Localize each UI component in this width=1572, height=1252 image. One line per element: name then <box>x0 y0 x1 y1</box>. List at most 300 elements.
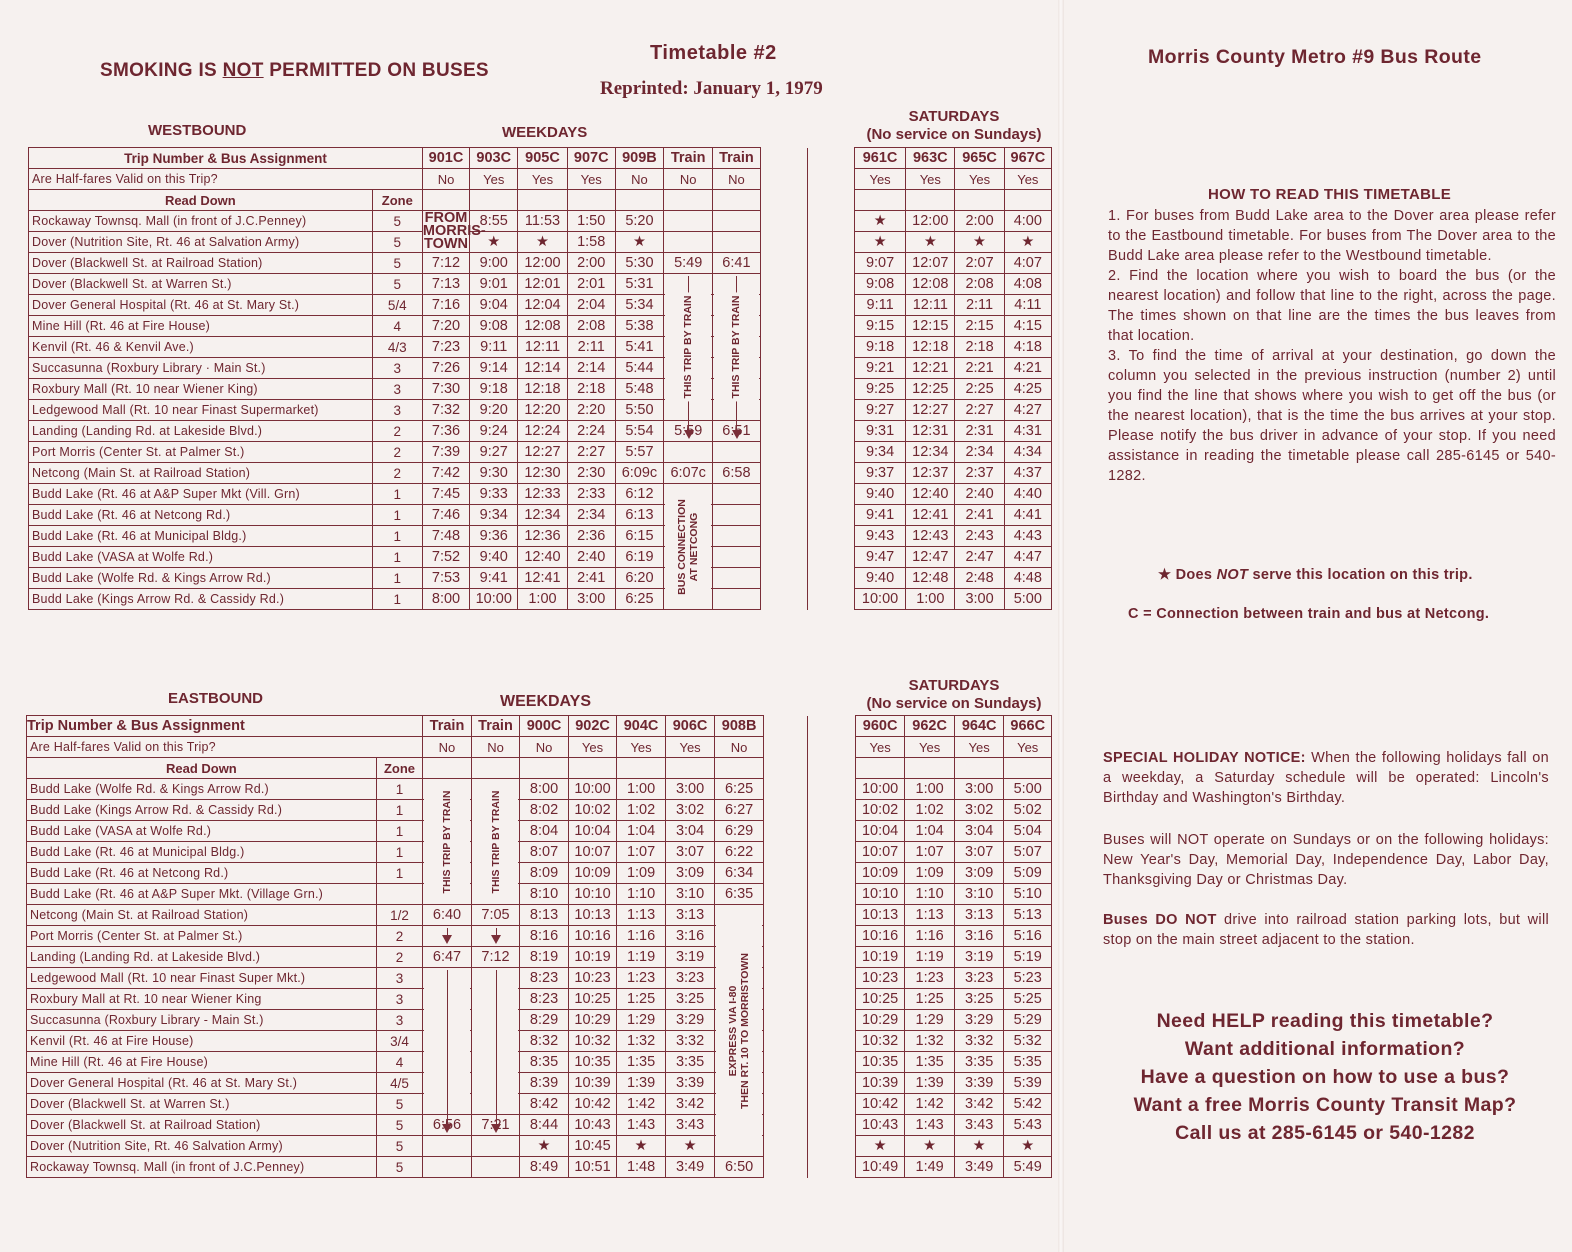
weekday-time: 3:25 <box>665 989 715 1010</box>
weekday-time: 1:25 <box>617 989 666 1010</box>
stop-row <box>27 905 1052 926</box>
weekday-time <box>713 589 760 610</box>
weekday-time <box>664 442 713 463</box>
weekday-time: 3:00 <box>665 779 715 800</box>
weekday-time: 5:48 <box>615 379 663 400</box>
saturday-time: 9:25 <box>854 379 905 400</box>
stop-row <box>27 1073 1052 1094</box>
weekday-time: 9:30 <box>470 463 518 484</box>
stop-zone: 2 <box>376 926 422 947</box>
weekday-time: 2:11 <box>567 337 615 358</box>
saturday-time: 4:47 <box>1004 547 1051 568</box>
weekday-time: 1:58 <box>567 232 615 253</box>
weekday-time: 1:29 <box>617 1010 666 1031</box>
stop-location: Succasunna (Roxbury Library · Main St.) <box>29 358 373 379</box>
saturday-time: 12:18 <box>906 337 955 358</box>
weekday-time: 12:40 <box>518 547 567 568</box>
stop-zone: 1 <box>372 589 422 610</box>
saturday-time: 12:08 <box>906 274 955 295</box>
weekday-time: 12:11 <box>518 337 567 358</box>
stop-row <box>29 505 1052 526</box>
saturday-time: 5:43 <box>1004 1115 1052 1136</box>
weekday-time: 8:10 <box>520 884 569 905</box>
trip-number: Train <box>713 148 760 169</box>
weekday-time: 12:27 <box>518 442 567 463</box>
stop-zone: 3 <box>376 1010 422 1031</box>
saturday-time: 4:00 <box>1004 211 1051 232</box>
weekday-time: 6:19 <box>615 547 663 568</box>
half-fare-value: Yes <box>955 169 1004 190</box>
saturday-time: 1:39 <box>905 1073 955 1094</box>
saturday-time: 1:16 <box>905 926 955 947</box>
weekday-time <box>713 568 760 589</box>
saturday-time: 5:04 <box>1004 821 1052 842</box>
weekday-time: 11:53 <box>518 211 567 232</box>
saturday-time: 4:31 <box>1004 421 1051 442</box>
weekday-time: 6:25 <box>615 589 663 610</box>
trip-number-row <box>29 148 1052 169</box>
weekday-time: 10:10 <box>568 884 617 905</box>
weekday-time: 3:49 <box>665 1157 715 1178</box>
stop-zone: 3 <box>372 379 422 400</box>
saturday-time: 9:40 <box>854 568 905 589</box>
saturday-time: 9:31 <box>854 421 905 442</box>
half-fare-value: Yes <box>855 737 905 758</box>
weekday-time: 6:22 <box>715 842 764 863</box>
weekday-time: 2:24 <box>567 421 615 442</box>
weekday-time: 5:59 <box>664 421 713 442</box>
saturday-time: ★ <box>906 232 955 253</box>
trip-number: 900C <box>520 716 569 737</box>
saturday-time: 10:19 <box>855 947 905 968</box>
weekday-time: 8:09 <box>520 863 569 884</box>
saturday-time: 1:09 <box>905 863 955 884</box>
saturday-time: 3:43 <box>954 1115 1004 1136</box>
weekday-time: 2:41 <box>567 568 615 589</box>
saturday-time: 1:13 <box>905 905 955 926</box>
saturday-time: 3:39 <box>954 1073 1004 1094</box>
saturday-time: 10:29 <box>855 1010 905 1031</box>
stop-row <box>27 1052 1052 1073</box>
weekday-time: ★ <box>615 232 663 253</box>
saturday-time: 4:48 <box>1004 568 1051 589</box>
weekday-time: 2:36 <box>567 526 615 547</box>
weekday-time: 12:08 <box>518 316 567 337</box>
stop-zone: 5 <box>372 253 422 274</box>
weekday-time: 10:51 <box>568 1157 617 1178</box>
stop-zone: 1/2 <box>376 905 422 926</box>
half-fare-value: Yes <box>905 737 955 758</box>
weekday-time <box>423 1157 472 1178</box>
saturday-time: 9:47 <box>854 547 905 568</box>
saturday-time: 4:15 <box>1004 316 1051 337</box>
from-morristown-text: FROM <box>424 210 468 226</box>
weekday-time: 9:41 <box>470 568 518 589</box>
weekday-time: 9:11 <box>470 337 518 358</box>
weekday-time: 12:01 <box>518 274 567 295</box>
saturday-time: 9:11 <box>854 295 905 316</box>
saturday-time: 3:16 <box>954 926 1004 947</box>
eastbound-train-arrow <box>447 928 448 935</box>
saturday-time: 9:41 <box>854 505 905 526</box>
saturday-time: 1:00 <box>906 589 955 610</box>
help-phone: Call us at 285-6145 or 540-1282 <box>1175 1122 1475 1144</box>
westbound-weekdays-label: WEEKDAYS <box>502 124 588 141</box>
stop-location: Rockaway Townsq. Mall (in front of J.C.Penney) <box>27 1157 377 1178</box>
stop-location: Dover General Hospital (Rt. 46 at St. Mary St.) <box>29 295 373 316</box>
saturday-time: 4:41 <box>1004 505 1051 526</box>
stop-location: Dover (Blackwell St. at Warren St.) <box>27 1094 377 1115</box>
half-fare-value: Yes <box>906 169 955 190</box>
stop-zone: 5 <box>376 1157 422 1178</box>
weekday-time: 3:23 <box>665 968 715 989</box>
saturday-time: ★ <box>1004 232 1051 253</box>
saturday-time: 5:35 <box>1004 1052 1052 1073</box>
weekday-time: 2:20 <box>567 400 615 421</box>
half-fare-value: No <box>471 737 520 758</box>
weekday-time: 7:48 <box>422 526 469 547</box>
eastbound-train-arrow-head <box>491 935 501 944</box>
weekday-time: 10:25 <box>568 989 617 1010</box>
half-fare-value: Yes <box>518 169 567 190</box>
weekday-time: 2:40 <box>567 547 615 568</box>
stop-location: Budd Lake (Kings Arrow Rd. & Cassidy Rd.) <box>27 800 377 821</box>
eastbound-train-arrow <box>447 970 448 1124</box>
weekday-time <box>664 211 713 232</box>
trip-number: Train <box>423 716 472 737</box>
stop-location: Landing (Landing Rd. at Lakeside Blvd.) <box>27 947 377 968</box>
stop-location: Budd Lake (Kings Arrow Rd. & Cassidy Rd.) <box>29 589 373 610</box>
weekday-time: 12:00 <box>518 253 567 274</box>
weekday-time: 10:45 <box>568 1136 617 1157</box>
weekday-time: 5:41 <box>615 337 663 358</box>
saturday-time: 5:16 <box>1004 926 1052 947</box>
weekday-time: 12:04 <box>518 295 567 316</box>
trip-number-row <box>27 716 1052 737</box>
stop-row <box>27 1115 1052 1136</box>
eastbound-train-note: THIS TRIP BY TRAIN <box>490 787 502 896</box>
saturday-time: 3:49 <box>954 1157 1004 1178</box>
weekday-time: 10:13 <box>568 905 617 926</box>
weekday-time: 1:02 <box>617 800 666 821</box>
stop-row <box>27 1157 1052 1178</box>
weekday-time: 8:16 <box>520 926 569 947</box>
saturday-time: 12:11 <box>906 295 955 316</box>
stop-row <box>27 800 1052 821</box>
saturday-time: 12:41 <box>906 505 955 526</box>
weekday-time: 8:23 <box>520 989 569 1010</box>
saturday-time: 2:18 <box>955 337 1004 358</box>
stop-location: Mine Hill (Rt. 46 at Fire House) <box>27 1052 377 1073</box>
trip-number: 965C <box>955 148 1004 169</box>
eastbound-train-arrow-head <box>442 935 452 944</box>
stop-location: Dover (Nutrition Site, Rt. 46 at Salvation Army) <box>29 232 373 253</box>
eastbound-express-note: EXPRESS VIA I-80 THEN RT. 10 TO MORRISTOWN <box>727 950 751 1112</box>
weekday-time: 6:15 <box>615 526 663 547</box>
saturday-time: 3:10 <box>954 884 1004 905</box>
weekday-time: 8:49 <box>520 1157 569 1178</box>
weekday-time: 7:21 <box>471 1115 520 1136</box>
weekday-time: 8:44 <box>520 1115 569 1136</box>
stop-zone: 4 <box>376 1052 422 1073</box>
saturday-time: ★ <box>854 211 905 232</box>
weekday-time: 1:43 <box>617 1115 666 1136</box>
stop-location: Landing (Landing Rd. at Lakeside Blvd.) <box>29 421 373 442</box>
weekday-time: 7:30 <box>422 379 469 400</box>
stop-row <box>29 421 1052 442</box>
eastbound-train-arrow-head <box>491 1124 501 1133</box>
saturday-time: 3:32 <box>954 1031 1004 1052</box>
read-down-row <box>29 190 1052 211</box>
half-fare-value: Yes <box>568 737 617 758</box>
saturday-time: 4:18 <box>1004 337 1051 358</box>
read-down-label: Read Down <box>29 190 373 211</box>
stop-zone: 2 <box>372 421 422 442</box>
saturday-time: 2:48 <box>955 568 1004 589</box>
weekday-time: 3:19 <box>665 947 715 968</box>
weekday-time: 1:00 <box>518 589 567 610</box>
stop-row <box>29 253 1052 274</box>
trip-number: 963C <box>906 148 955 169</box>
stop-location: Roxbury Mall at Rt. 10 near Wiener King <box>27 989 377 1010</box>
weekday-time: 9:40 <box>470 547 518 568</box>
saturday-time: 5:09 <box>1004 863 1052 884</box>
stop-location: Port Morris (Center St. at Palmer St.) <box>27 926 377 947</box>
half-fare-value: Yes <box>665 737 715 758</box>
saturday-time: 9:15 <box>854 316 905 337</box>
saturday-time: 10:02 <box>855 800 905 821</box>
saturday-time: 5:13 <box>1004 905 1052 926</box>
saturday-time: 3:25 <box>954 989 1004 1010</box>
stop-location: Ledgewood Mall (Rt. 10 near Finast Super Mkt.) <box>27 968 377 989</box>
stop-row <box>27 779 1052 800</box>
weekday-time: 2:08 <box>567 316 615 337</box>
stop-row <box>27 989 1052 1010</box>
weekday-time: 5:44 <box>615 358 663 379</box>
half-fare-label: Are Half-fares Valid on this Trip? <box>27 737 423 758</box>
stop-zone: 3/4 <box>376 1031 422 1052</box>
stop-row <box>29 463 1052 484</box>
weekday-time: 10:07 <box>568 842 617 863</box>
weekday-time: 9:34 <box>470 505 518 526</box>
saturday-time: 2:27 <box>955 400 1004 421</box>
stop-zone <box>376 884 422 905</box>
half-fare-value: Yes <box>854 169 905 190</box>
weekday-time <box>713 211 760 232</box>
stop-zone: 1 <box>376 863 422 884</box>
westbound-bus-connection-note: BUS CONNECTION AT NETCONG <box>676 496 700 598</box>
weekday-time <box>471 1136 520 1157</box>
weekday-time: 6:29 <box>715 821 764 842</box>
saturday-time: 4:11 <box>1004 295 1051 316</box>
trip-number: 907C <box>567 148 615 169</box>
half-fare-row <box>27 737 1052 758</box>
weekday-time: 10:35 <box>568 1052 617 1073</box>
weekday-time: 9:27 <box>470 442 518 463</box>
saturday-time: 1:25 <box>905 989 955 1010</box>
saturday-time: 9:08 <box>854 274 905 295</box>
trip-number: 901C <box>422 148 469 169</box>
stop-zone: 5 <box>376 1136 422 1157</box>
stop-row <box>29 211 1052 232</box>
weekday-time: 1:48 <box>617 1157 666 1178</box>
weekday-time: 2:27 <box>567 442 615 463</box>
half-fare-value: Yes <box>617 737 666 758</box>
weekday-time: 6:58 <box>713 463 760 484</box>
stop-zone: 1 <box>372 568 422 589</box>
stop-row <box>27 947 1052 968</box>
weekday-time: 5:30 <box>615 253 663 274</box>
weekday-time: 6:34 <box>715 863 764 884</box>
trip-number: 966C <box>1004 716 1052 737</box>
weekday-time: 6:13 <box>615 505 663 526</box>
saturday-time: 10:00 <box>855 779 905 800</box>
from-morristown-text: TOWN <box>424 236 469 252</box>
weekday-time: 9:33 <box>470 484 518 505</box>
timetable-number: Timetable #2 <box>650 42 777 64</box>
saturday-time: 1:07 <box>905 842 955 863</box>
saturday-time: 9:40 <box>854 484 905 505</box>
weekday-time: 10:42 <box>568 1094 617 1115</box>
read-down-row <box>27 758 1052 779</box>
stop-zone: 4/3 <box>372 337 422 358</box>
weekday-time: 2:33 <box>567 484 615 505</box>
stop-zone: 3 <box>376 989 422 1010</box>
weekday-time: 8:00 <box>520 779 569 800</box>
weekday-time: 2:18 <box>567 379 615 400</box>
half-fare-value: Yes <box>1004 737 1052 758</box>
weekday-time: 3:10 <box>665 884 715 905</box>
weekday-time: 1:23 <box>617 968 666 989</box>
trip-number: 904C <box>617 716 666 737</box>
stop-row <box>27 1094 1052 1115</box>
eastbound-timetable <box>26 715 1052 1178</box>
saturday-time: 3:19 <box>954 947 1004 968</box>
stop-location: Budd Lake (Rt. 46 at A&P Super Mkt (Vill. Grn) <box>29 484 373 505</box>
saturday-time: 5:29 <box>1004 1010 1052 1031</box>
saturday-time: 2:31 <box>955 421 1004 442</box>
stop-row <box>27 1136 1052 1157</box>
saturday-time: 1:43 <box>905 1115 955 1136</box>
half-fare-label: Are Half-fares Valid on this Trip? <box>29 169 423 190</box>
saturday-time: 5:23 <box>1004 968 1052 989</box>
saturday-time: 9:34 <box>854 442 905 463</box>
weekday-time <box>713 505 760 526</box>
weekday-time: 5:50 <box>615 400 663 421</box>
weekday-time: 10:39 <box>568 1073 617 1094</box>
stop-zone: 1 <box>376 779 422 800</box>
saturday-time: 3:02 <box>954 800 1004 821</box>
saturday-time: 9:21 <box>854 358 905 379</box>
weekday-time: 3:42 <box>665 1094 715 1115</box>
stop-zone: 1 <box>372 526 422 547</box>
stop-zone: 1 <box>372 505 422 526</box>
stop-location: Budd Lake (Rt. 46 at Netcong Rd.) <box>27 863 377 884</box>
stop-row <box>29 400 1052 421</box>
saturday-time: 2:11 <box>955 295 1004 316</box>
saturday-time: 1:19 <box>905 947 955 968</box>
saturday-time: 12:40 <box>906 484 955 505</box>
weekday-time: 7:39 <box>422 442 469 463</box>
stop-zone: 2 <box>372 463 422 484</box>
stop-row <box>27 863 1052 884</box>
weekday-time: 10:23 <box>568 968 617 989</box>
how-to-step-1: 1. For buses from Budd Lake area to the Dover area please refer to the Eastbound timetable. For buses from The Dover area to the Budd Lake area please refer to the Westbound timetable. <box>1108 208 1556 264</box>
weekday-time: 10:00 <box>470 589 518 610</box>
weekday-time: 9:18 <box>470 379 518 400</box>
weekday-time: 8:19 <box>520 947 569 968</box>
weekday-time: 6:51 <box>713 421 760 442</box>
stop-location: Mine Hill (Rt. 46 at Fire House) <box>29 316 373 337</box>
weekday-time: 8:07 <box>520 842 569 863</box>
saturday-time: 9:18 <box>854 337 905 358</box>
weekday-time: 12:33 <box>518 484 567 505</box>
stop-row <box>29 547 1052 568</box>
half-fare-value: No <box>423 737 472 758</box>
saturday-time: 9:37 <box>854 463 905 484</box>
trip-number: 905C <box>518 148 567 169</box>
weekday-time: 9:08 <box>470 316 518 337</box>
saturday-time: 12:27 <box>906 400 955 421</box>
weekday-time: 8:32 <box>520 1031 569 1052</box>
no-service-notice: Buses will NOT operate on Sundays or on the following holidays: New Year's Day, Memorial Day, Independence Day, Labor Day, Thanksgiving Day or Christmas Day. <box>1103 832 1549 888</box>
weekday-time <box>713 232 760 253</box>
weekday-time <box>423 1136 472 1157</box>
stop-location: Budd Lake (Rt. 46 at Netcong Rd.) <box>29 505 373 526</box>
stop-zone: 3 <box>372 400 422 421</box>
stop-zone: 3 <box>372 358 422 379</box>
stop-row <box>27 884 1052 905</box>
stop-row <box>27 842 1052 863</box>
weekday-time: 10:19 <box>568 947 617 968</box>
saturday-time: 9:07 <box>854 253 905 274</box>
weekday-time: 5:49 <box>664 253 713 274</box>
stop-row <box>29 232 1052 253</box>
stop-location: Succasunna (Roxbury Library - Main St.) <box>27 1010 377 1031</box>
stop-row <box>29 337 1052 358</box>
saturday-time: 4:37 <box>1004 463 1051 484</box>
weekday-time: 8:00 <box>422 589 469 610</box>
smoking-notice: SMOKING IS NOT PERMITTED ON BUSES <box>100 60 489 81</box>
weekday-time: 3:04 <box>665 821 715 842</box>
weekday-time: 1:07 <box>617 842 666 863</box>
weekday-time: 8:35 <box>520 1052 569 1073</box>
saturday-time: 10:42 <box>855 1094 905 1115</box>
saturday-time: 2:40 <box>955 484 1004 505</box>
weekday-time: 1:00 <box>617 779 666 800</box>
trip-number: 961C <box>854 148 905 169</box>
weekday-time <box>713 484 760 505</box>
saturday-time: 1:42 <box>905 1094 955 1115</box>
stop-row <box>29 568 1052 589</box>
weekday-time: 6:09c <box>615 463 663 484</box>
saturday-time: 10:39 <box>855 1073 905 1094</box>
half-fare-row <box>29 169 1052 190</box>
stop-zone: 5 <box>372 232 422 253</box>
saturday-time: 3:42 <box>954 1094 1004 1115</box>
route-title: Morris County Metro #9 Bus Route <box>1148 46 1482 68</box>
saturday-time: 4:27 <box>1004 400 1051 421</box>
weekday-time: 10:29 <box>568 1010 617 1031</box>
weekday-time: 6:27 <box>715 800 764 821</box>
stop-location: Dover (Blackwell St. at Warren St.) <box>29 274 373 295</box>
saturday-time: 1:29 <box>905 1010 955 1031</box>
stop-location: Port Morris (Center St. at Palmer St.) <box>29 442 373 463</box>
saturday-time: 5:49 <box>1004 1157 1052 1178</box>
weekday-time: ★ <box>520 1136 569 1157</box>
weekday-time: 6:40 <box>423 905 472 926</box>
weekday-time: 7:16 <box>422 295 469 316</box>
